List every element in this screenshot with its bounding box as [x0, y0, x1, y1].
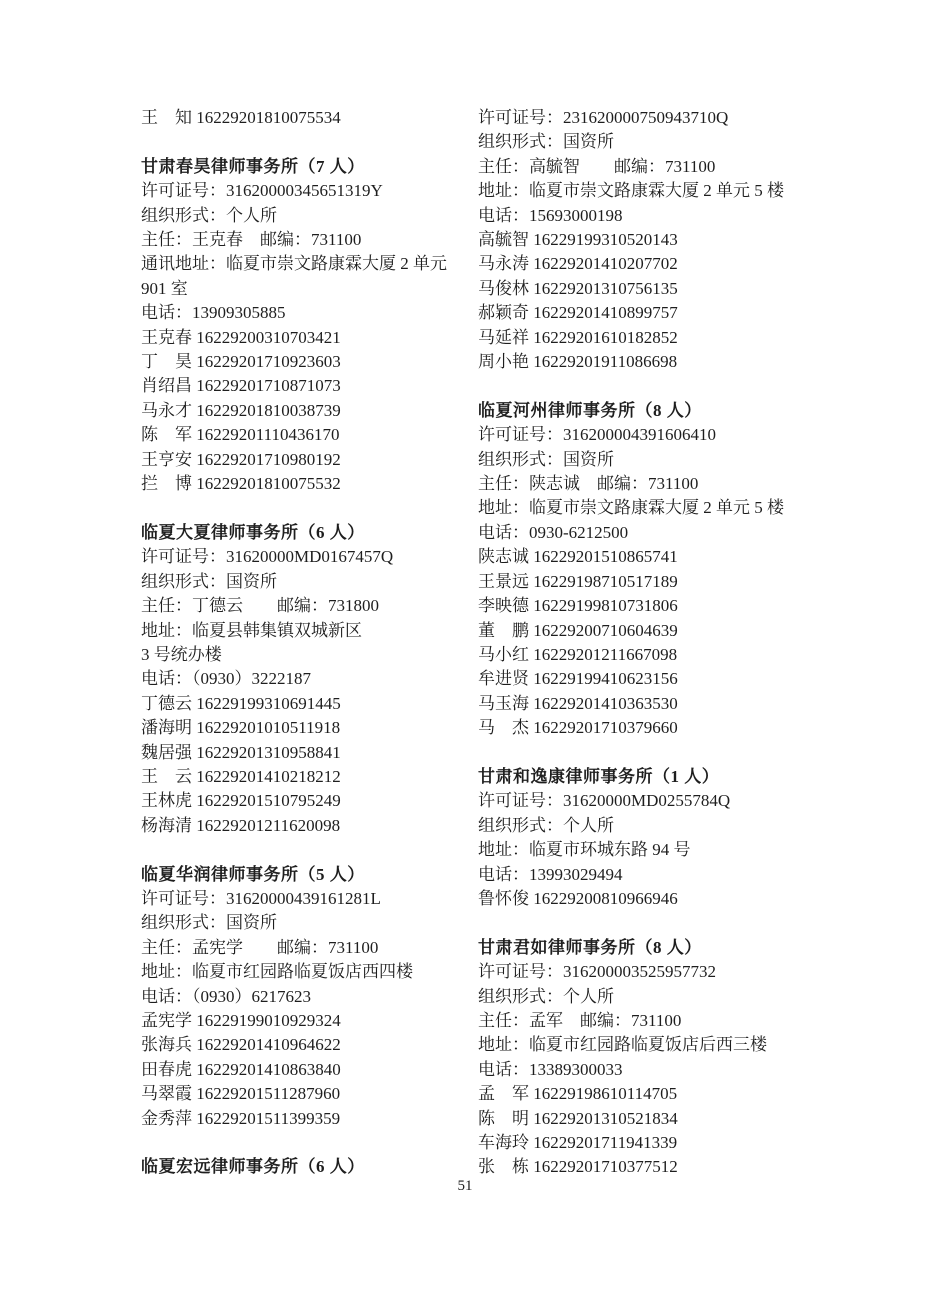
text-line: 丁 昊 16229201710923603: [141, 352, 341, 372]
text-line: 主任：孟宪学 邮编：731100: [141, 937, 379, 957]
text-line: 鲁怀俊 16229200810966946: [478, 888, 678, 908]
text-line: 马永涛 16229201410207702: [478, 254, 678, 274]
text-line: 陈 军 16229201110436170: [141, 425, 340, 445]
firm-title: 甘肃君如律师事务所（8 人）: [478, 937, 702, 957]
text-line: 许可证号：316200004391606410: [478, 425, 716, 445]
text-line: 电话：（0930）6217623: [141, 986, 311, 1006]
firm-title: 临夏华润律师事务所（5 人）: [141, 864, 365, 884]
firm-title: 临夏大夏律师事务所（6 人）: [141, 522, 365, 542]
text-line: 杨海清 16229201211620098: [141, 815, 341, 835]
text-line: 组织形式：国资所: [478, 132, 614, 152]
text-line: 马永才 16229201810038739: [141, 400, 341, 420]
text-line: 牟进贤 16229199410623156: [478, 669, 678, 689]
text-line: 郝颖奇 16229201410899757: [478, 303, 678, 323]
right-column: [478, 106, 830, 1180]
continued-section: [478, 106, 830, 374]
firm-section: [478, 765, 830, 911]
text-line: 马翠霞 16229201511287960: [141, 1084, 341, 1104]
text-line: 张海兵 16229201410964622: [141, 1035, 341, 1055]
text-line: 王亨安 16229201710980192: [141, 449, 341, 469]
text-line: 金秀萍 16229201511399359: [141, 1108, 341, 1128]
firm-section: [478, 936, 830, 1180]
text-line: 901 室: [141, 278, 188, 298]
text-line: 许可证号：31620000MD0255784Q: [478, 791, 731, 811]
text-line: 周小艳 16229201911086698: [478, 352, 678, 372]
text-line: 王克春 16229200310703421: [141, 327, 341, 347]
page-number: 51: [457, 1178, 473, 1194]
text-line: 陈 明 16229201310521834: [478, 1108, 678, 1128]
text-line: 主任：陕志诚 邮编：731100: [478, 474, 699, 494]
text-line: 李映德 16229199810731806: [478, 596, 678, 616]
text-line: 组织形式：个人所: [478, 815, 614, 835]
text-line: 许可证号：31620000345651319Y: [141, 181, 383, 201]
text-line: 王景远 16229198710517189: [478, 571, 678, 591]
firm-section: [478, 399, 830, 741]
text-line: 主任：孟军 邮编：731100: [478, 1010, 682, 1030]
two-column-text-area: [141, 106, 830, 1180]
text-line: 魏居强 16229201310958841: [141, 742, 341, 762]
text-line: 许可证号：31620000MD0167457Q: [141, 547, 394, 567]
firm-section: [141, 155, 478, 497]
text-line: 董 鹏 16229200710604639: [478, 620, 678, 640]
firm-title: 甘肃春昊律师事务所（7 人）: [141, 156, 365, 176]
text-line: 地址：临夏市环城东路 94 号: [478, 840, 691, 860]
text-line: 组织形式：个人所: [141, 205, 277, 225]
text-line: 电话：0930-6212500: [478, 522, 629, 542]
text-line: 王林虎 16229201510795249: [141, 791, 341, 811]
text-line: 孟宪学 16229199010929324: [141, 1010, 341, 1030]
text-line: 车海玲 16229201711941339: [478, 1133, 678, 1153]
text-line: 电话：13993029494: [478, 864, 623, 884]
text-line: 地址：临夏县韩集镇双城新区: [141, 620, 362, 640]
text-line: 肖绍昌 16229201710871073: [141, 376, 341, 396]
firm-title: 甘肃和逸康律师事务所（1 人）: [478, 766, 720, 786]
text-line: 主任：高毓智 邮编：731100: [478, 156, 716, 176]
firm-title: 临夏河州律师事务所（8 人）: [478, 400, 702, 420]
text-line: 地址：临夏市红园路临夏饭店后西三楼: [478, 1035, 767, 1055]
text-line: 许可证号：31620000439161281L: [141, 888, 381, 908]
text-line: 许可证号：231620000750943710Q: [478, 108, 729, 127]
text-line: 组织形式：个人所: [478, 986, 614, 1006]
text-line: 王 知 16229201810075534: [141, 108, 341, 127]
text-line: 电话：15693000198: [478, 205, 623, 225]
firm-section: [141, 521, 478, 838]
text-line: 组织形式：国资所: [478, 449, 614, 469]
text-line: 马 杰 16229201710379660: [478, 718, 678, 738]
text-line: 组织形式：国资所: [141, 913, 277, 933]
text-line: 马小红 16229201211667098: [478, 644, 678, 664]
text-line: 田春虎 16229201410863840: [141, 1059, 341, 1079]
text-line: 地址：临夏市崇文路康霖大厦 2 单元 5 楼: [478, 181, 784, 201]
text-line: 潘海明 16229201010511918: [141, 718, 341, 738]
text-line: 电话：13909305885: [141, 303, 286, 323]
text-line: 电话：（0930）3222187: [141, 669, 311, 689]
text-line: 许可证号：316200003525957732: [478, 962, 716, 982]
text-line: 拦 博 16229201810075532: [141, 474, 341, 494]
text-line: 主任：丁德云 邮编：731800: [141, 596, 379, 616]
text-line: 电话：13389300033: [478, 1059, 623, 1079]
text-line: 王 云 16229201410218212: [141, 766, 341, 786]
text-line: 马玉海 16229201410363530: [478, 693, 678, 713]
text-line: 通讯地址：临夏市崇文路康霖大厦 2 单元: [141, 254, 447, 274]
text-line: 丁德云 16229199310691445: [141, 693, 341, 713]
text-line: 主任：王克春 邮编：731100: [141, 230, 362, 250]
text-line: 孟 军 16229198610114705: [478, 1084, 678, 1104]
text-line: 马俊林 16229201310756135: [478, 278, 678, 298]
text-line: 3 号统办楼: [141, 644, 222, 664]
text-line: 张 栋 16229201710377512: [478, 1157, 678, 1177]
text-line: 高毓智 16229199310520143: [478, 230, 678, 250]
continued-section: [141, 106, 478, 130]
text-line: 陕志诚 16229201510865741: [478, 547, 678, 567]
firm-title: 临夏宏远律师事务所（6 人）: [141, 1157, 365, 1177]
text-line: 马延祥 16229201610182852: [478, 327, 678, 347]
text-line: 地址：临夏市红园路临夏饭店西四楼: [141, 962, 413, 982]
text-line: 组织形式：国资所: [141, 571, 277, 591]
left-column: [141, 106, 478, 1180]
firm-section: [141, 863, 478, 1131]
text-line: 地址：临夏市崇文路康霖大厦 2 单元 5 楼: [478, 498, 784, 518]
